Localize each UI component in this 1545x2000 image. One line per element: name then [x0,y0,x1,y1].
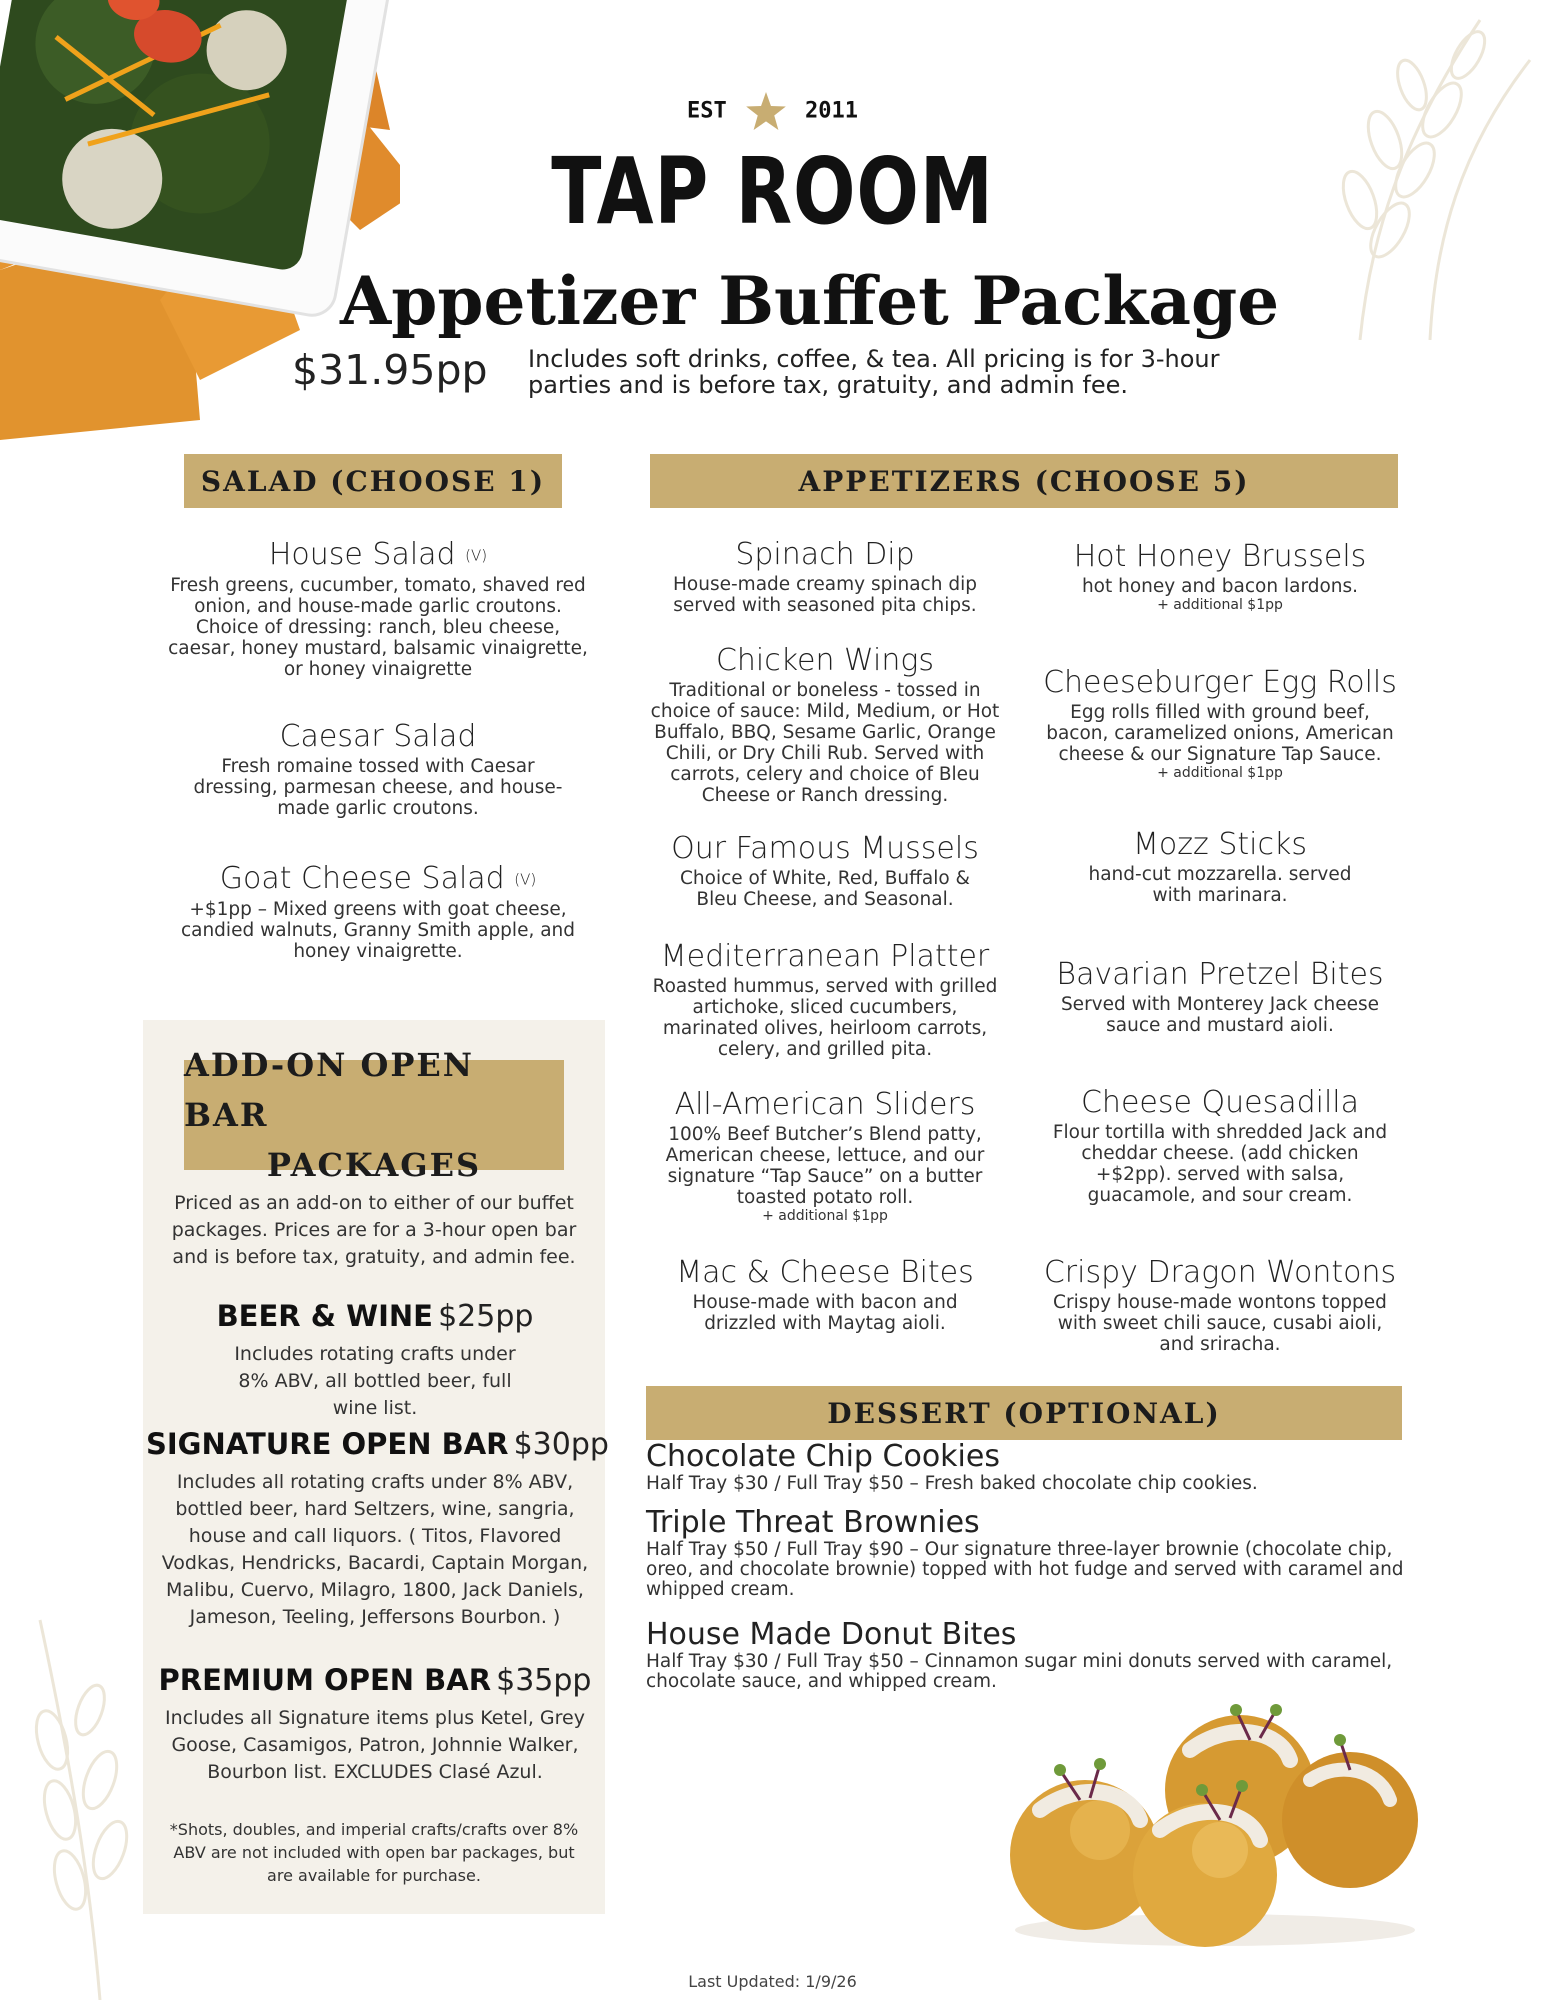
appetizers-heading: APPETIZERS (CHOOSE 5) [650,454,1398,508]
dessert-desc: Half Tray $30 / Full Tray $50 – Cinnamon sugar mini donuts served with caramel, chocolate sauce, and whipped cream. [646,1651,1393,1692]
salad-item [168,718,588,819]
appetizer-note: + additional $1pp [762,1208,888,1224]
vegetarian-tag: (V) [465,546,488,565]
appetizer-name: Our Famous Mussels [671,831,979,866]
appetizer-item [650,536,1000,616]
appetizer-item [650,1086,1000,1224]
bar-package [146,1424,609,1631]
appetizer-item [1030,1254,1410,1355]
dessert-heading: DESSERT (OPTIONAL) [646,1386,1402,1440]
appetizer-desc: Crispy house-made wontons topped with sweet chili sauce, cusabi aioli, and sriracha. [1053,1292,1387,1355]
bar-package-name: PREMIUM OPEN BAR [158,1663,492,1697]
appetizer-item [1040,956,1400,1036]
salad-item-desc: Fresh greens, cucumber, tomato, shaved red onion, and house-made garlic croutons. Choice of dressing: ranch, bleu cheese, caesar, honey mustard, balsamic vinaigrette, or honey vinaigrette [168,574,588,680]
appetizer-desc: Roasted hummus, served with grilled artichoke, sliced cucumbers, marinated olives, heirloom carrots, celery, and grilled pita. [652,976,998,1060]
appetizer-name: Hot Honey Brussels [1073,539,1367,574]
salad-item [168,536,588,680]
dessert-item [646,1440,1406,1494]
bar-package [150,1296,600,1422]
appetizer-name: All-American Sliders [674,1087,976,1122]
appetizer-desc: Traditional or boneless - tossed in choice of sauce: Mild, Medium, or Hot Buffalo, BBQ, Sesame Garlic, Orange Chili, or Dry Chili Rub. Served with carrots, celery and choice of Bleu Cheese or Ranch dressing. [650,680,1000,806]
dessert-item [646,1618,1406,1692]
bar-package-price: $30pp [513,1427,609,1462]
appetizer-desc: 100% Beef Butcher’s Blend patty, American cheese, lettuce, and our signature “Tap Sauce” on a butter toasted potato roll. [665,1124,985,1208]
appetizer-desc: Flour tortilla with shredded Jack and cheddar cheese. (add chicken +$2pp). served with salsa, guacamole, and sour cream. [1052,1122,1388,1206]
dessert-desc: Half Tray $50 / Full Tray $90 – Our signature three-layer brownie (chocolate chip, oreo, and chocolate brownie) topped with hot fudge and served with caramel and whipped cream. [646,1539,1404,1600]
appetizer-desc: hot honey and bacon lardons. [1081,576,1359,597]
appetizer-name: Crispy Dragon Wontons [1043,1255,1397,1290]
appetizer-item [1040,664,1400,781]
est-left: EST [687,98,727,124]
package-price: $31.95pp [292,346,488,394]
appetizer-item [650,830,1000,910]
salad-item-desc: Fresh romaine tossed with Caesar dressing, parmesan cheese, and house-made garlic croutons. [193,756,563,819]
bar-package [150,1660,600,1786]
brand-est [0,92,1545,130]
open-bar-heading [184,1046,564,1184]
salad-heading: SALAD (CHOOSE 1) [184,454,562,508]
appetizer-name: Bavarian Pretzel Bites [1056,957,1384,992]
appetizer-name: Cheeseburger Egg Rolls [1043,665,1397,700]
bar-package-desc: Includes rotating crafts under 8% ABV, all bottled beer, full wine list. [234,1343,516,1419]
appetizer-item [1040,826,1400,906]
brand-name: TAP ROOM [551,138,994,245]
appetizer-name: Spinach Dip [735,537,915,572]
bar-package-name: SIGNATURE OPEN BAR [146,1427,509,1461]
appetizer-item [650,938,1000,1060]
dessert-name: House Made Donut Bites [646,1617,1017,1652]
appetizer-desc: Choice of White, Red, Buffalo & Bleu Cheese, and Seasonal. [680,868,970,910]
page-title: Appetizer Buffet Package [340,262,1280,340]
appetizer-item [650,642,1000,806]
dessert-name: Triple Threat Brownies [646,1505,980,1540]
brand-logo [0,138,1545,245]
appetizer-item [650,1254,1000,1334]
open-bar-footnote: *Shots, doubles, and imperial crafts/crafts over 8% ABV are not included with open bar packages, but are available for purchase. [169,1820,579,1885]
appetizer-name: Mac & Cheese Bites [676,1255,974,1290]
appetizer-desc: hand-cut mozzarella. served with marinara. [1088,864,1352,906]
last-updated: Last Updated: 1/9/26 [688,1972,857,1991]
appetizer-desc: House-made with bacon and drizzled with Maytag aioli. [692,1292,958,1334]
salad-item-name: House Salad [268,537,456,572]
open-bar-intro: Priced as an add-on to either of our buffet packages. Prices are for a 3-hour open bar and is before tax, gratuity, and admin fee. [171,1192,577,1268]
mac-cheese-bites-photo [990,1680,1440,1950]
dessert-item [646,1506,1406,1600]
salad-item [168,860,588,962]
star-icon [746,92,786,130]
appetizer-note: + additional $1pp [1157,765,1283,781]
bar-package-name: BEER & WINE [216,1299,433,1333]
appetizer-name: Mediterranean Platter [660,939,990,974]
bar-package-desc: Includes all Signature items plus Ketel, Grey Goose, Casamigos, Patron, Johnnie Walker, Bourbon list. EXCLUDES Clasé Azul. [165,1707,585,1783]
appetizer-desc: Egg rolls filled with ground beef, bacon, caramelized onions, American cheese & our Signature Tap Sauce. [1046,702,1394,765]
appetizer-item [1040,538,1400,613]
appetizer-item [1040,1084,1400,1206]
appetizer-name: Chicken Wings [715,643,935,678]
appetizer-note: + additional $1pp [1157,597,1283,613]
open-bar-heading-line2: PACKAGES [266,1146,482,1184]
vegetarian-tag: (V) [514,870,537,889]
salad-item-name: Goat Cheese Salad [219,861,505,896]
salad-item-desc: +$1pp – Mixed greens with goat cheese, candied walnuts, Granny Smith apple, and honey vinaigrette. [180,898,576,962]
appetizer-desc: Served with Monterey Jack cheese sauce and mustard aioli. [1060,994,1380,1036]
open-bar-heading-line1: ADD-ON OPEN BAR [184,1046,475,1134]
bar-package-price: $25pp [438,1299,534,1334]
dessert-name: Chocolate Chip Cookies [646,1439,1000,1474]
appetizer-name: Cheese Quesadilla [1080,1085,1360,1120]
bar-package-price: $35pp [496,1663,592,1698]
dessert-desc: Half Tray $30 / Full Tray $50 – Fresh baked chocolate chip cookies. [646,1473,1258,1494]
appetizer-desc: House-made creamy spinach dip served with seasoned pita chips. [673,574,977,616]
package-note: Includes soft drinks, coffee, & tea. All pricing is for 3-hour parties and is before tax, gratuity, and admin fee. [528,345,1220,399]
est-right: 2011 [804,98,858,124]
appetizer-name: Mozz Sticks [1133,827,1307,862]
bar-package-desc: Includes all rotating crafts under 8% ABV, bottled beer, hard Seltzers, wine, sangria, house and call liquors. ( Titos, Flavored Vodkas, Hendricks, Bacardi, Captain Morgan, Malibu, Cuervo, Milagro, 1800, Jack Daniels, Jameson, Teeling, Jeffersons Bourbon. ) [161,1471,589,1628]
salad-item-name: Caesar Salad [279,719,477,754]
